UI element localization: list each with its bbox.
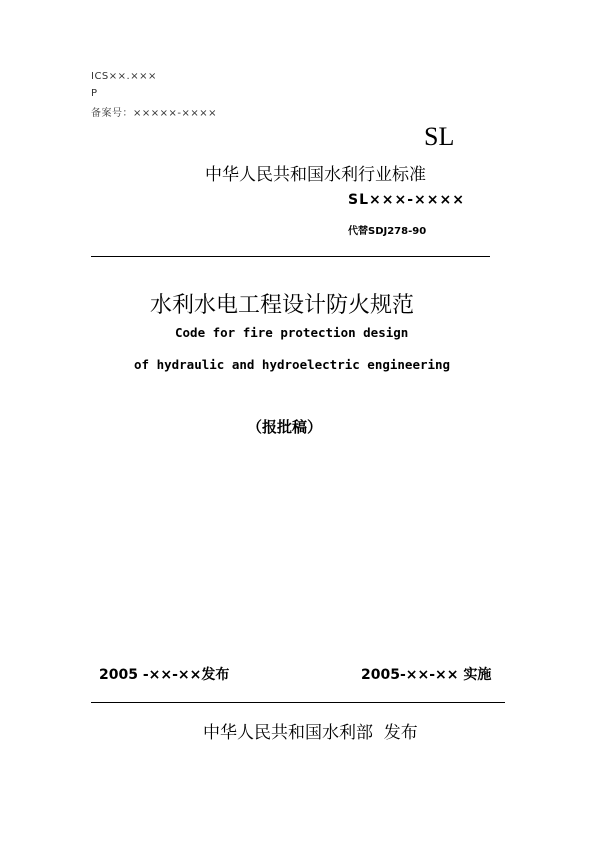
title-english-line1: Code for fire protection design (175, 325, 409, 340)
standard-organization: 中华人民共和国水利行业标准 (205, 165, 426, 185)
top-divider (91, 256, 490, 257)
bottom-divider (91, 702, 505, 703)
category-code: P (91, 88, 98, 99)
title-english-line2: of hydraulic and hydroelectric engineering (134, 357, 451, 372)
standard-mark: SL (424, 122, 455, 151)
replaces-standard: 代替SDJ278-90 (348, 226, 427, 237)
filing-number: 备案号：×××××-×××× (91, 108, 218, 119)
effective-date: 2005-××-×× 实施 (361, 667, 492, 683)
issue-date: 2005 -××-××发布 (99, 667, 230, 683)
standard-number: SL×××-×××× (348, 192, 465, 208)
issuer: 中华人民共和国水利部 发布 (203, 723, 418, 743)
ics-code: ICS××.××× (91, 71, 157, 82)
draft-status: （报批稿） (247, 418, 323, 436)
title-chinese: 水利水电工程设计防火规范 (150, 293, 415, 318)
